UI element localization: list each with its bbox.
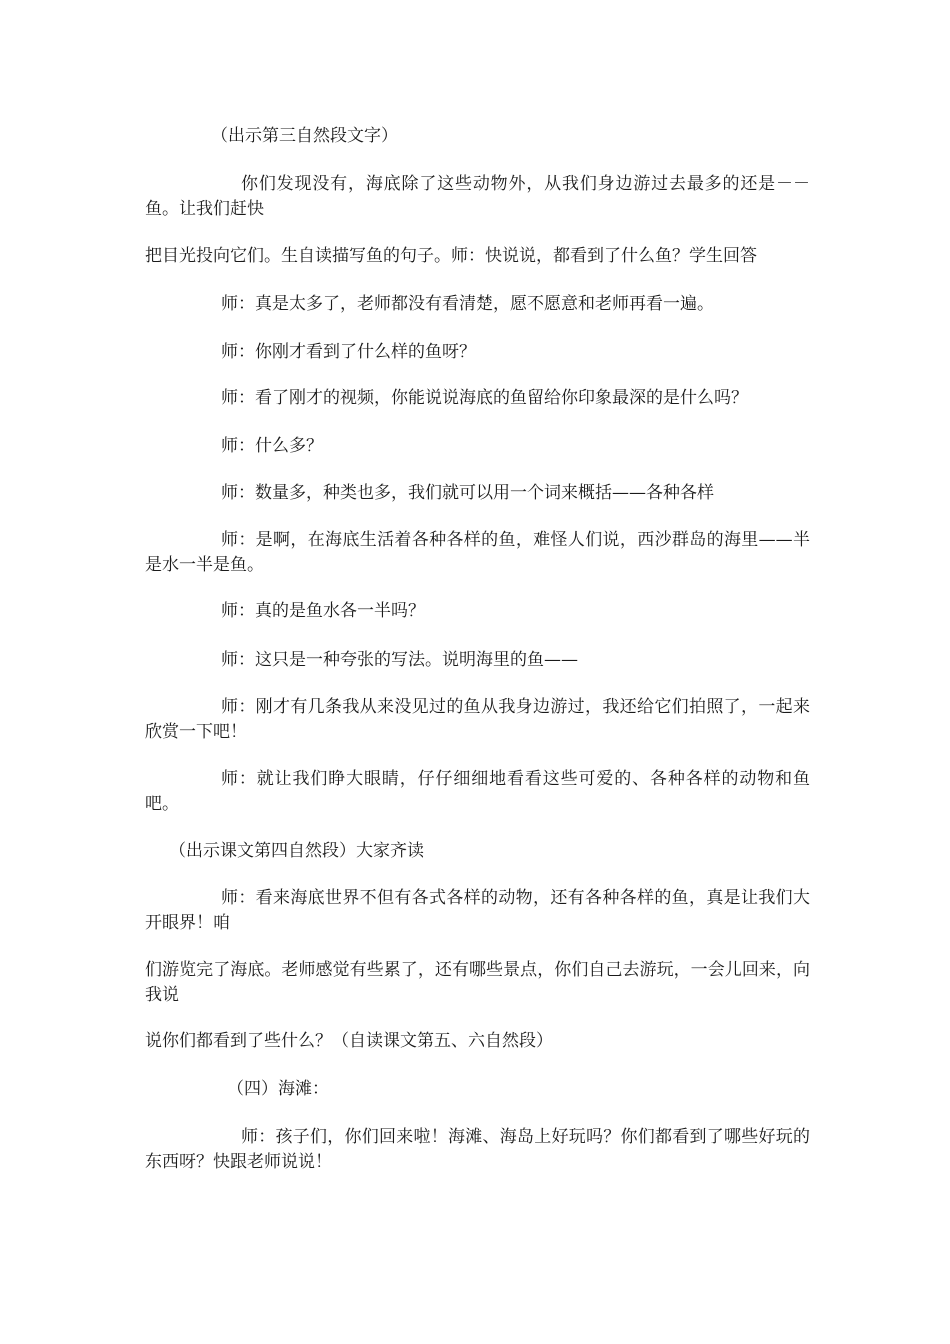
read-fish-sentences: 把目光投向它们。生自读描写鱼的句子。师：快说说，都看到了什么鱼？学生回答 [145, 246, 757, 266]
teacher-line-impression: 师：看了刚才的视频，你能说说海底的鱼留给你印象最深的是什么吗？ [221, 388, 748, 408]
section-heading-beach: （四）海滩： [227, 1079, 329, 1099]
teacher-line-photos: 师：刚才有几条我从来没见过的鱼从我身边游过，我还给它们拍照了，一起来欣赏一下吧！ [145, 697, 810, 742]
teacher-line-eye-opening: 师：看来海底世界不但有各式各样的动物，还有各种各样的鱼，真是让我们大开眼界！咱 [145, 888, 810, 933]
teacher-line-summary-word: 师：数量多，种类也多，我们就可以用一个词来概括——各种各样 [221, 483, 714, 503]
teacher-line-what-seen: 说你们都看到了些什么？（自读课文第五、六自然段） [145, 1031, 553, 1051]
stage-direction-read-paragraph-4: （出示课文第四自然段）大家齐读 [169, 841, 424, 861]
teacher-line-half-water: 师：是啊，在海底生活着各种各样的鱼，难怪人们说，西沙群岛的海里——半是水一半是鱼。 [145, 530, 810, 575]
teacher-line-what-many: 师：什么多？ [221, 436, 323, 456]
teacher-line-what-fish: 师：你刚才看到了什么样的鱼呀？ [221, 342, 476, 362]
teacher-line-welcome-back: 师：孩子们，你们回来啦！海滩、海岛上好玩吗？你们都看到了哪些好玩的东西呀？快跟老师说说！ [145, 1127, 810, 1172]
stage-direction-show-paragraph-3: （出示第三自然段文字） [211, 126, 398, 146]
teacher-intro-fish: 你们发现没有，海底除了这些动物外，从我们身边游过去最多的还是－－鱼。让我们赶快 [145, 174, 810, 219]
teacher-line-really-half: 师：真的是鱼水各一半吗？ [221, 601, 425, 621]
teacher-line-self-tour: 们游览完了海底。老师感觉有些累了，还有哪些景点，你们自己去游玩，一会儿回来，向我说 [145, 960, 810, 1005]
teacher-line-exaggeration: 师：这只是一种夸张的写法。说明海里的鱼—— [221, 650, 578, 670]
teacher-line-look-closely: 师：就让我们睁大眼睛，仔仔细细地看看这些可爱的、各种各样的动物和鱼吧。 [145, 769, 810, 814]
teacher-line-watch-again: 师：真是太多了，老师都没有看清楚，愿不愿意和老师再看一遍。 [221, 294, 714, 314]
